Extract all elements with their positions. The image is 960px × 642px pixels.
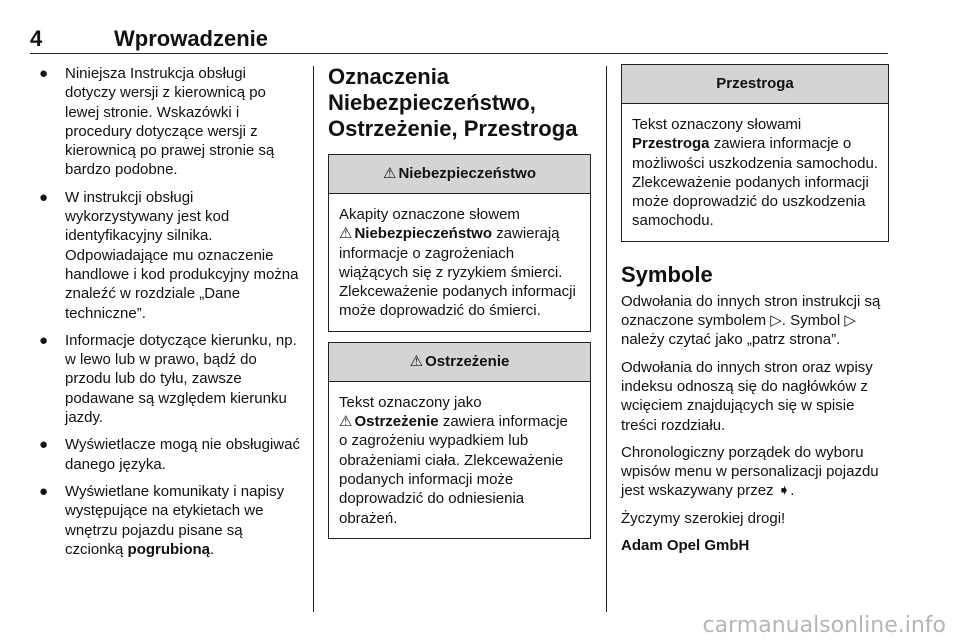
caution-box-body: Tekst oznaczony słowami Przestroga zawiera informacje o możliwości uszkodzenia samochodu. Zlekceważenie podanych informacji może doprowadzić do uszkodzenia samochodu. [632, 116, 878, 230]
caution-box-heading: Przestroga [622, 65, 888, 104]
warning-box [328, 342, 591, 539]
column-1 [32, 64, 300, 567]
page-header [30, 26, 888, 56]
danger-box-body: Akapity oznaczone słowem ⚠ Niebezpieczeństwo zawierają informacje o zagrożeniach wiążących się z ryzykiem śmierci. Zlekceważenie podanych informacji może doprowadzić do śmierci. [339, 206, 576, 320]
paragraph-index: Odwołania do innych stron oraz wpisy indeksu odnoszą się do nagłówków z wcięciem znajdujących się w spisie treści rozdziału. [621, 358, 873, 434]
caution-box [621, 64, 889, 242]
header-rule [30, 53, 888, 54]
list-item: ● Niniejsza Instrukcja obsługi dotyczy wersji z kierownicą po lewej stronie. Wskazówki i procedury dotyczące wersji z kierownicą po prawej stronie są bardzo podobne. [39, 65, 275, 179]
page-number: 4 [30, 26, 43, 51]
warning-triangle-icon: ⚠ [383, 165, 397, 182]
bullet-icon: ● [39, 436, 49, 454]
column-divider-2 [606, 66, 607, 612]
menu-sequence-icon: ➧ [777, 482, 791, 500]
bullet-icon: ● [39, 65, 49, 82]
paragraph-symbols: Odwołania do innych stron instrukcji są oznaczone symbolem ▷. Symbol ▷ należy czytać jako „patrz strona”. [621, 292, 881, 349]
page-reference-icon: ▷ [844, 312, 856, 330]
danger-box-heading: ⚠ Niebezpieczeństwo [329, 155, 590, 194]
page-reference-icon: ▷ [770, 312, 782, 330]
column-divider-1 [313, 66, 314, 612]
paragraph-greeting: Życzymy szerokiej drogi! [621, 509, 786, 527]
list-item: ● Informacje dotyczące kierunku, np. w lewo lub w prawo, bądź do przodu lub do tyłu, zawsze podawane są względem kierunku jazdy. [39, 331, 297, 427]
list-item: ● W instrukcji obsługi wykorzystywany jest kod identyfikacyjny silnika. Odpowiadające mu oznaczenie handlowe i kod produkcyjny można znaleźć w rozdziale „Dane techniczne”. [39, 188, 299, 322]
section-title-labels: Oznaczenia Niebezpieczeństwo, Ostrzeżenie, Przestroga [328, 64, 578, 141]
bold-term: pogrubioną [127, 540, 211, 558]
list-item: ● Wyświetlane komunikaty i napisy występujące na etykietach we wnętrzu pojazdu pisane są czcionką pogrubioną. [39, 482, 285, 558]
bold-term: Niebezpieczeństwo [354, 225, 492, 243]
warning-box-heading: ⚠ Ostrzeżenie [329, 343, 590, 382]
watermark: carmanualsonline.info [702, 613, 946, 638]
warning-triangle-icon: ⚠ [339, 413, 353, 431]
warning-box-body: Tekst oznaczony jako ⚠ Ostrzeżenie zawiera informacje o zagrożeniu wypadkiem lub obrażeniami ciała. Zlekceważenie podanych informacji może doprowadzić do odniesienia obrażeń. [339, 393, 568, 527]
warning-triangle-icon: ⚠ [409, 352, 424, 370]
section-title-symbols: Symbole [621, 261, 713, 287]
intro-bullet-list [32, 64, 300, 559]
bullet-icon: ● [39, 482, 49, 500]
column-3 [621, 64, 889, 563]
bullet-icon: ● [39, 331, 49, 349]
paragraph-menu-order: Chronologiczny porządek do wyboru wpisów menu w personalizacji pojazdu jest wskazywany przez ➧. [621, 443, 879, 500]
column-2 [328, 64, 591, 549]
warning-triangle-icon: ⚠ [339, 225, 353, 243]
bold-term: Przestroga [632, 135, 710, 153]
signature: Adam Opel GmbH [621, 537, 750, 555]
chapter-title: Wprowadzenie [114, 26, 269, 51]
bullet-icon: ● [39, 188, 49, 206]
danger-box [328, 154, 591, 332]
list-item: ● Wyświetlacze mogą nie obsługiwać danego języka. [39, 436, 300, 473]
bold-term: Ostrzeżenie [354, 413, 439, 431]
